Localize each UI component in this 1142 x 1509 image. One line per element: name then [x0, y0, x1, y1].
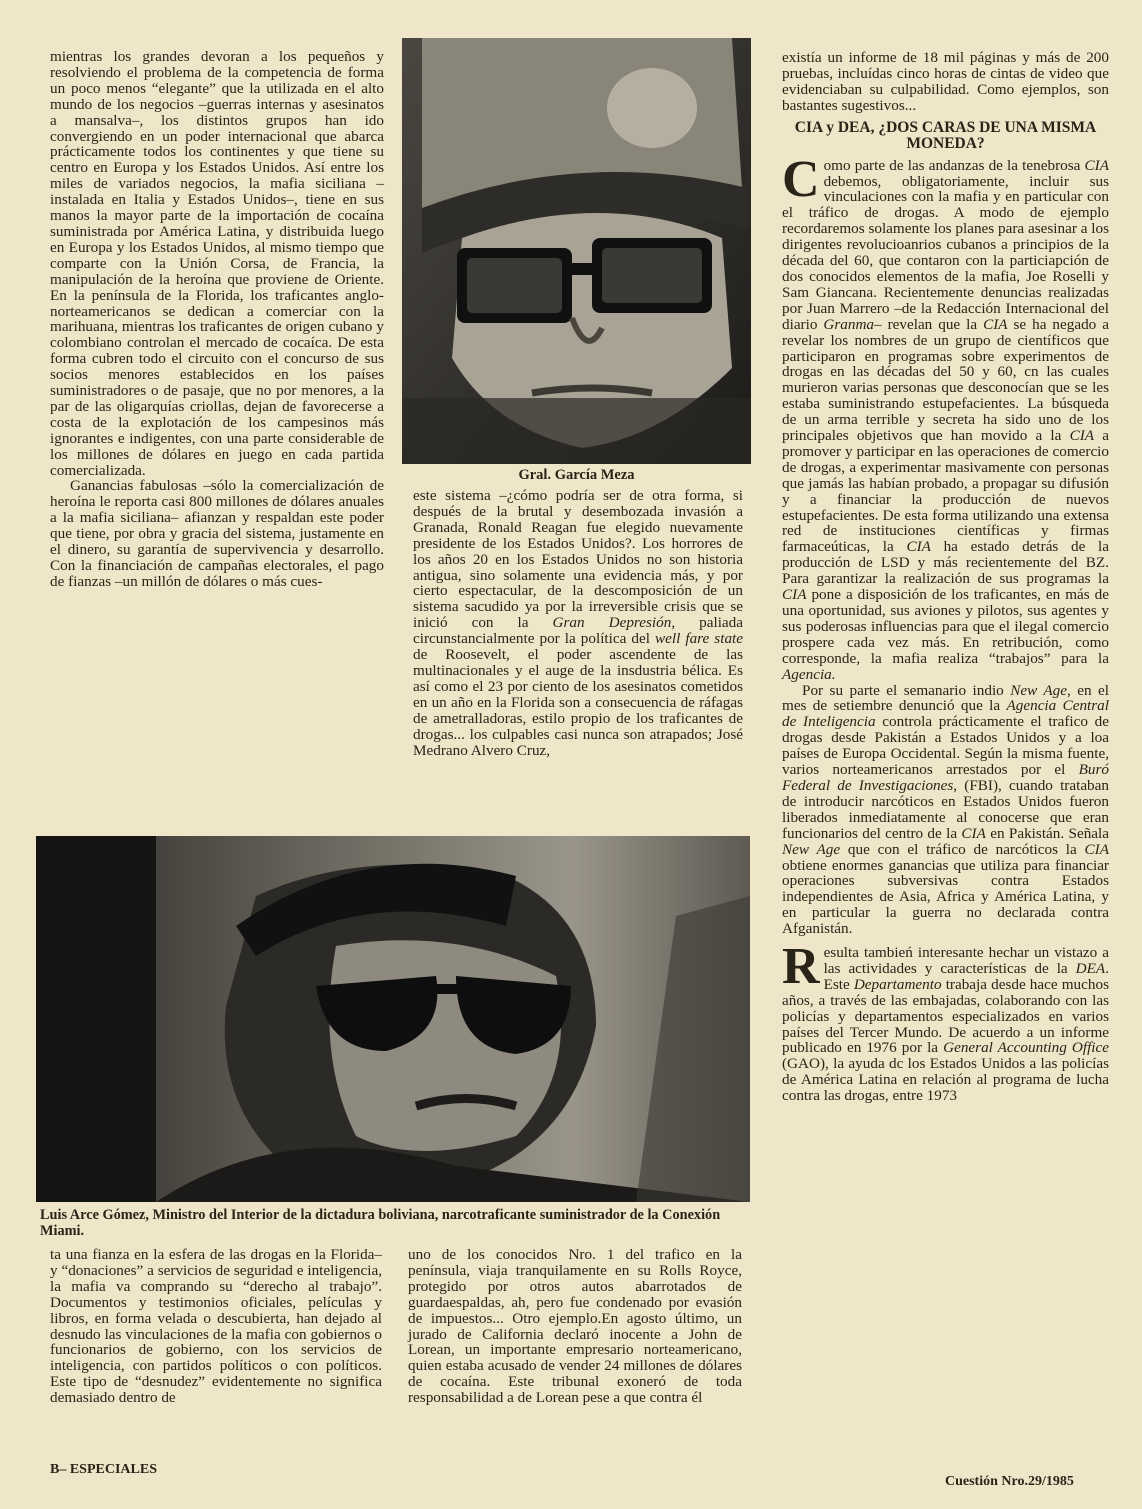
text-run: . Este [823, 959, 1109, 993]
photo-caption: Gral. García Meza [518, 467, 635, 483]
column-1-top [50, 49, 384, 590]
text-run: CIA [906, 538, 931, 556]
article-paragraph: Ganancias fabulosas –sólo la comercialización de heroína le reporta casi 800 millones de dólares anuales a la mafia siciliana– afianzan y respaldan este poder que tiene, por obra y gracia del sistema, justamente en el dinero, su garantía de supervivencia y desarrollo. Con la financiación de campañas electorales, el pago de fianzas –un millón de dólares o más cues- [50, 477, 384, 590]
text-run: , en el mes de setiembre denunció que la [782, 681, 1110, 715]
text-run: CIA [961, 824, 986, 842]
text-run: New Age [782, 840, 841, 858]
text-run: Agencia. [782, 665, 836, 683]
text-run: en Pakistán. Señala [985, 824, 1109, 842]
article-paragraph [782, 683, 1109, 938]
text-run: Granma [823, 315, 875, 333]
photo-luis-arce-gomez [36, 836, 750, 1202]
article-paragraph [782, 150, 1109, 683]
text-run: Por su parte el semanario indio [802, 681, 1011, 699]
text-run: a promover y participar en las operaciones de comercio de drogas, a experimentar masivamente con personas que jamás las habían probado, a propagar su difusión y a financiar la producción de nuevos estupefacientes. De esta forma utilizando una extensa red de instituciones científicas y firmas farmaceúticas, la [782, 427, 1109, 556]
photo-garcia-meza [402, 38, 751, 464]
text-run: Gran Depresión [552, 614, 672, 632]
text-run: debemos, obligatoriamente, incluir sus vinculaciones con la mafia y en particular con el tráfico de drogas. A modo de ejemplo recordaremos solamente los planes para asesinar a los dirigentes revolucioanrios cubanos a principios de la década del 60, que contaron con la particiapción de dos conocidos elementos de la mafia, Joe Roselli y Sam Giancana. Recientemente denuncias realizadas por Juan Marrero –de la Redacción Internacional del diario [782, 172, 1109, 333]
text-run: CIA [983, 315, 1008, 333]
article-paragraph: mientras los grandes devoran a los pequeños y resolviendo el problema de la competencia de forma un poco menos “elegante” que la utilizada en el alto mundo de los negocios –guerras internas y asesinatos a mansalva–, los distintos grupos han ido convergiendo en un poder internacional que abarca prácticamente todos los continentes y que tiene su centro en Europa y los Estados Unidos. Así entre los miles de variados negocios, la mafia siciliana –instalada en Italia y Estados Unidos–, tiene en sus manos la mayor parte de la importación de cocaína suministrada por América Latina, y distribuida luego en Europa y los Estados Unidos, al mismo tiempo que comparte con la Unión Corsa, de Francia, la manipulación de la heroína que proviene de Oriente. En la península de la Florida, los traficantes anglo-norteamericanos se dedican a comerciar con la marihuana, mientras los traficantes de origen cubano y colombiano controlan el mercado de cocaíca. De esta forma cubren todo el circuito con el concurso de sus socios menores establecidos en los países suministradores o de pasaje, que no por menores, a la par de las oligarquías criollas, dejan de favorecerse a costa de la explotación de los campesinos más ignorantes e indigentes, con una parte considerable de los millones de dólares en juego en cada partida comercializada. [50, 48, 384, 479]
text-run: pone a disposición de los traficantes, en más de una oportunidad, sus aviones y pilotos, sus agentes y sus poderosas influencias para que el ilegal comercio prospere cada vez más. En retribución, como corresponde, la mafia realiza “trabajos” para la [782, 586, 1109, 667]
text-run: obtiene enormes ganancias que utiliza para financiar operaciones subversivas contra Estados independientes de Asia, Africa y América Latina, y en particular la guerra no declarada contra Afganistán. [782, 856, 1109, 938]
text-run: , paliada circunstancialmente por la política del [413, 614, 743, 648]
photo-caption: Luis Arce Gómez, Ministro del Interior de la dictadura boliviana, narcotraficante suministrador de la Conexión Miami. [40, 1207, 721, 1239]
text-run: CIA [1069, 427, 1095, 445]
footer-issue-label: Cuestión Nro.29/1985 [945, 1474, 1074, 1489]
article-paragraph: existía un informe de 18 mil páginas y más de 200 pruebas, incluídas cinco horas de cintas de video que evidenciaban su culpabilidad. Como ejemplos, son bastantes sugestivos... [782, 49, 1109, 114]
portrait-illustration [402, 38, 751, 464]
portrait-illustration [36, 836, 750, 1202]
text-run: este sistema –¿cómo podría ser de otra forma, si después de la brutal y desembozada invasión a Granada, Ronald Reagan fue elegido nuevamente presidente de los Estados Unidos?. Los horrores de los años 20 en los Estados Unidos no son historia antigua, sino solamente una evidencia más, y por cierto espectacular, de la descomposición de un sistema sacudido ya por la irreversible crisis que se inició con la [413, 487, 743, 632]
text-run: que con el tráfico de narcóticos la [840, 840, 1085, 858]
article-paragraph [413, 488, 743, 758]
text-run: CIA [782, 586, 807, 604]
text-run: CIA [1084, 156, 1109, 174]
text-run: de Roosevelt, el poder ascendente de las multinacionales y el auge de la insdustria bélica. Es así como el 23 por ciento de los asesinatos cometidos en un año en la Florida son a consecuencia de ráfagas de ametralladoras, estilo propio de los traficantes de drogas... los culpables casi nunca son atrapados; José Medrano Alvero Cruz, [413, 646, 743, 759]
article-paragraph: uno de los conocidos Nro. 1 del trafico en la península, viaja tranquilamente en su Rolls Royce, protegido por otros autos abarrotados de guardaespaldas, ah, pero fue condenado por evasión de impuestos... Otro ejemplo.En agosto último, un jurado de California declaró inocente a John de Lorean, un importante empresario norteamericano, quien estaba acusado de vender 24 millones de dólares de cocaína. Este tribunal exoneró de toda responsabilidad a de Lorean pese a que contra él [408, 1246, 742, 1407]
drop-cap: R [782, 938, 820, 996]
text-run: controla prácticamente el trafico de drogas desde Pakistán a Estados Unidos y a loa países de Europa Occidental. Según la misma fuente, varios norteamericanos arrestados por el [782, 713, 1109, 779]
text-run: General Accounting Office [943, 1039, 1109, 1057]
text-run: CIA [1084, 840, 1109, 858]
section-heading: CIA y DEA, ¿DOS CARAS DE UNA MISMA MONEDA? [794, 118, 1097, 152]
column-2-top [413, 488, 743, 758]
text-run: , (FBI), cuando trataban de introducir narcóticos en Estados Unidos fueron liberados inmediatamente al conocerse que eran funcionarios del centro de la [782, 776, 1109, 842]
text-run: well fare state [655, 630, 743, 648]
text-run: (GAO), la ayuda dc los Estados Unidos a las policías de América Latina en relación al programa de lucha contra las drogas, entre 1973 [782, 1055, 1109, 1105]
column-3 [782, 50, 1109, 1104]
text-run: se ha negado a revelar los nombres de un grupo de científicos que participaron en programas sobre experimentos de drogas en las décadas del 50 y 60, cn las cuales murieron varias personas que desconocían que se les estaba suministrando estupefacientes. La búsqueda de un arma terrible y secreta ha sido uno de los principales objetivos que han movido a la [782, 315, 1109, 445]
text-run: Departamento [853, 975, 942, 993]
column-1-bottom [50, 1247, 382, 1406]
text-run: DEA [1075, 959, 1106, 977]
text-run: New Age [1010, 681, 1068, 699]
footer-section-label: B– ESPECIALES [50, 1462, 157, 1477]
text-run: – revelan que la [874, 315, 984, 333]
text-run: ha estado detrás de la producción de LSD y más recientemente del BZ. Para garantizar la realización de sus programas la [782, 538, 1109, 588]
text-run: omo parte de las andanzas de la tenebrosa [823, 156, 1085, 174]
drop-cap: C [782, 150, 820, 208]
article-paragraph: ta una fianza en la esfera de las drogas en la Florida– y “donaciones” a servicios de seguridad e inteligencia, la mafia va comprando su “derecho al trabajo”. Documentos y testimonios oficiales, películas y libros, en forma velada o descubierta, han dejado al desnudo las vinculaciones de la mafia con gobiernos o funcionarios de gobierno, con los servicios de inteligencia, con partidos políticos o con políticos. Este tipo de “desnudez” evidentemente no significa demasiado dentro de [50, 1246, 382, 1407]
column-2-bottom [408, 1247, 742, 1406]
article-paragraph [782, 938, 1109, 1105]
text-run: Agencia Central de Inteligencia [782, 697, 1109, 731]
text-run: esulta tambień interesante hechar un vistazo a las actividades y características de la [823, 944, 1109, 977]
text-run: trabaja desde hace muchos años, a través de las embajadas, colaborando con las policías y departamentos especializados en varios países del Tercer Mundo. De acuerdo a un informe publicado en 1976 por la [782, 975, 1109, 1057]
text-run: Buró Federal de Investigaciones [782, 761, 1109, 794]
